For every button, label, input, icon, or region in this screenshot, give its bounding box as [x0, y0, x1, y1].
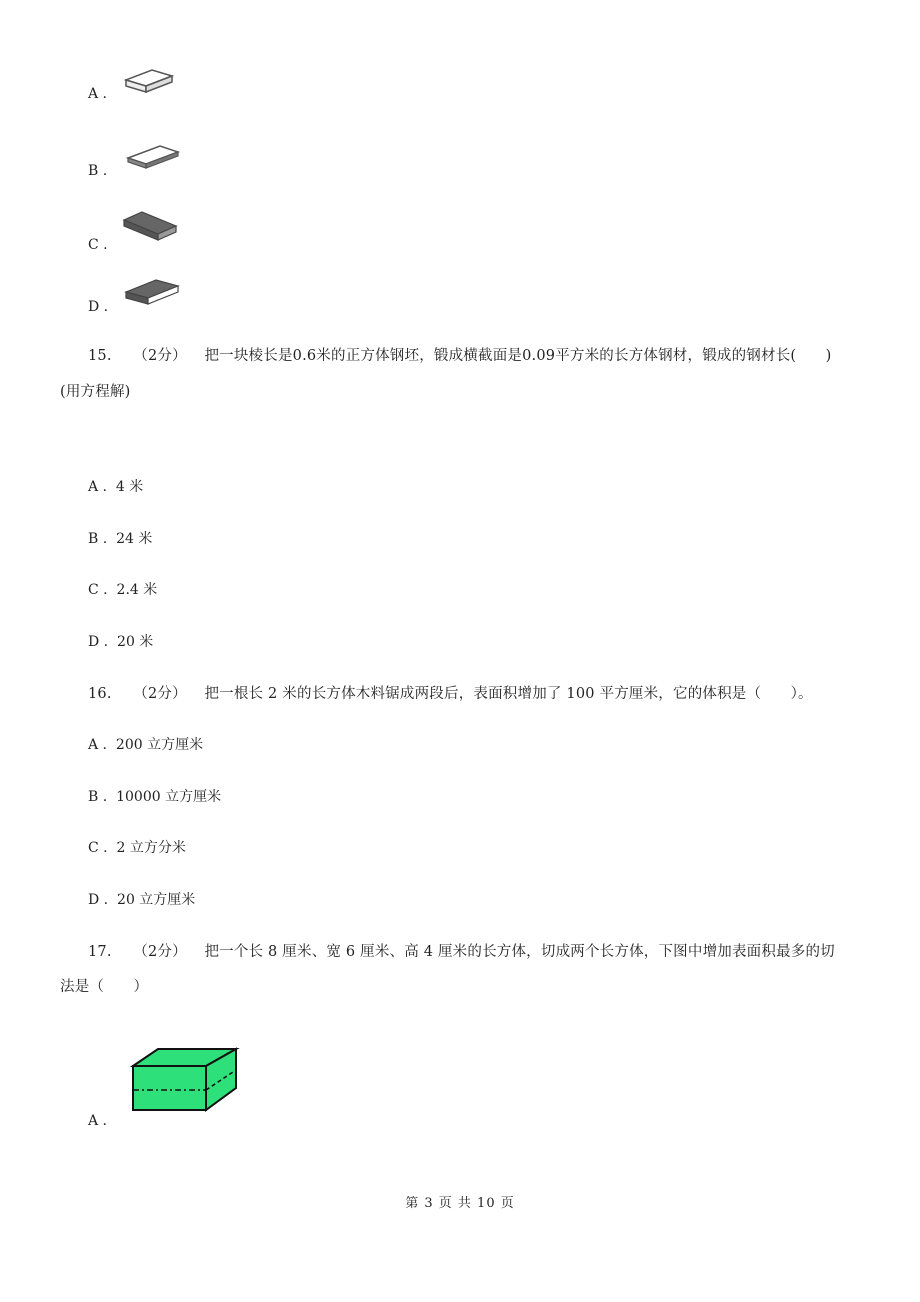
q17-stem	[88, 940, 835, 961]
q15-number: 15.	[88, 348, 112, 364]
q17-option-a-label: A .	[88, 1113, 108, 1129]
q16-option-b	[88, 786, 221, 806]
q15-text-line1: 把一块棱长是0.6米的正方体钢坯，锻成横截面是0.09平方米的长方体钢材，锻成的钢材长( )	[204, 348, 832, 364]
q14-option-d-label: D .	[88, 299, 109, 315]
q16-option-c-label: C .	[88, 840, 108, 856]
q15-option-d	[88, 631, 153, 651]
q15-option-a-label: A .	[88, 479, 108, 495]
q17-number: 17.	[88, 944, 112, 960]
q15-option-c-text: 2.4 米	[116, 582, 158, 598]
q16-option-d-text: 20 立方厘米	[117, 892, 196, 908]
q14-option-c-label: C .	[88, 237, 108, 253]
page-footer: 第 3 页 共 10 页	[405, 1196, 515, 1211]
q15-option-a	[88, 476, 143, 496]
q16-option-c-text: 2 立方分米	[116, 840, 186, 856]
q14-option-a-box-image	[122, 66, 176, 96]
q15-stem	[88, 344, 832, 365]
q17-option-a-cuboid-image	[130, 1046, 240, 1114]
q15-option-c	[88, 579, 157, 599]
q16-option-a-label: A .	[88, 737, 108, 753]
q16-option-a	[88, 734, 203, 754]
q15-option-b	[88, 528, 152, 548]
q16-stem	[88, 682, 813, 703]
q17-text-line1: 把一个长 8 厘米、宽 6 厘米、高 4 厘米的长方体，切成两个长方体，下图中增加表面积最多的切	[204, 944, 835, 960]
q17-score: （2分）	[133, 944, 187, 960]
q16-text: 把一根长 2 米的长方体木料锯成两段后，表面积增加了 100 平方厘米，它的体积是（ ）。	[204, 686, 813, 702]
q15-option-b-text: 24 米	[116, 531, 153, 547]
q16-option-d	[88, 889, 195, 909]
q16-option-d-label: D .	[88, 892, 109, 908]
q15-score: （2分）	[133, 348, 187, 364]
q14-option-a-label: A .	[88, 86, 108, 102]
q15-option-b-label: B .	[88, 531, 108, 547]
q17-text-line2: 法是（ ）	[60, 979, 149, 995]
q14-option-d-box-image	[122, 276, 182, 308]
q15-text-line2: (用方程解)	[60, 384, 131, 400]
q14-option-c-box-image	[120, 208, 180, 248]
q16-option-b-label: B .	[88, 789, 108, 805]
q16-option-c	[88, 837, 186, 857]
q14-option-b-box-image	[122, 142, 182, 172]
q15-option-d-text: 20 米	[117, 634, 154, 650]
q16-option-b-text: 10000 立方厘米	[116, 789, 222, 805]
q15-option-c-label: C .	[88, 582, 108, 598]
q16-number: 16.	[88, 686, 112, 702]
q16-option-a-text: 200 立方厘米	[115, 737, 204, 753]
q16-score: （2分）	[133, 686, 187, 702]
q15-option-d-label: D .	[88, 634, 109, 650]
q15-option-a-text: 4 米	[115, 479, 144, 495]
q14-option-b-label: B .	[88, 163, 108, 179]
